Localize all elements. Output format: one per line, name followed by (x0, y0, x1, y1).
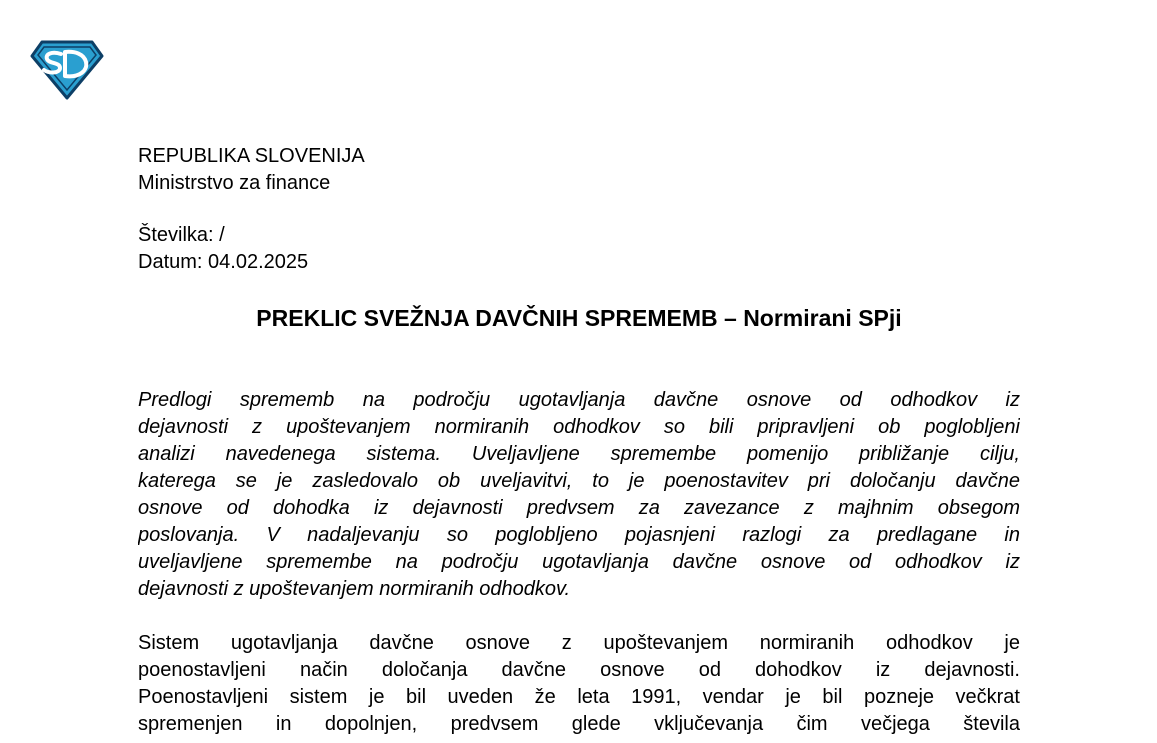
intro-line: Predlogi sprememb na področju ugotavljanja davčne osnove od odhodkov iz (138, 389, 1020, 411)
intro-line: uveljavljene spremembe na področju ugotavljanja davčne osnove od odhodkov iz (138, 551, 1020, 573)
document-number: Številka: / (138, 224, 225, 246)
body-line: poenostavljeni način določanja davčne osnove od dohodkov iz dejavnosti. (138, 659, 1020, 681)
body-line: spremenjen in dopolnjen, predvsem glede vključevanja čim večjega števila (138, 713, 1020, 735)
sd-logo (30, 40, 104, 100)
republic-name: REPUBLIKA SLOVENIJA (138, 145, 365, 167)
intro-line: analizi navedenega sistema. Uveljavljene spremembe pomenijo približanje cilju, (138, 443, 1020, 465)
document-meta (138, 222, 308, 276)
document-date: Datum: 04.02.2025 (138, 251, 309, 273)
intro-line: osnove od dohodka iz dejavnosti predvsem za zavezance z majhnim obsegom (138, 497, 1020, 519)
body-line: Sistem ugotavljanja davčne osnove z upoštevanjem normiranih odhodkov je (138, 632, 1020, 654)
document-header (138, 143, 365, 197)
intro-paragraph (138, 387, 1020, 603)
intro-line: dejavnosti z upoštevanjem normiranih odhodkov so bili pripravljeni ob poglobljeni (138, 416, 1020, 438)
intro-line: poslovanja. V nadaljevanju so poglobljeno pojasnjeni razlogi za predlagane in (138, 524, 1020, 546)
logo-letters: SD (30, 40, 32, 41)
intro-line: katerega se je zasledovalo ob uveljavitvi, to je poenostavitev pri določanju davčne (138, 470, 1020, 492)
body-line: Poenostavljeni sistem je bil uveden že leta 1991, vendar je bil pozneje večkrat (138, 686, 1020, 708)
ministry-name: Ministrstvo za finance (138, 172, 331, 194)
intro-line: dejavnosti z upoštevanjem normiranih odhodkov. (138, 578, 571, 600)
body-paragraph (138, 630, 1020, 738)
document-title: PREKLIC SVEŽNJA DAVČNIH SPREMEMB – Normirani SPji (256, 305, 902, 331)
